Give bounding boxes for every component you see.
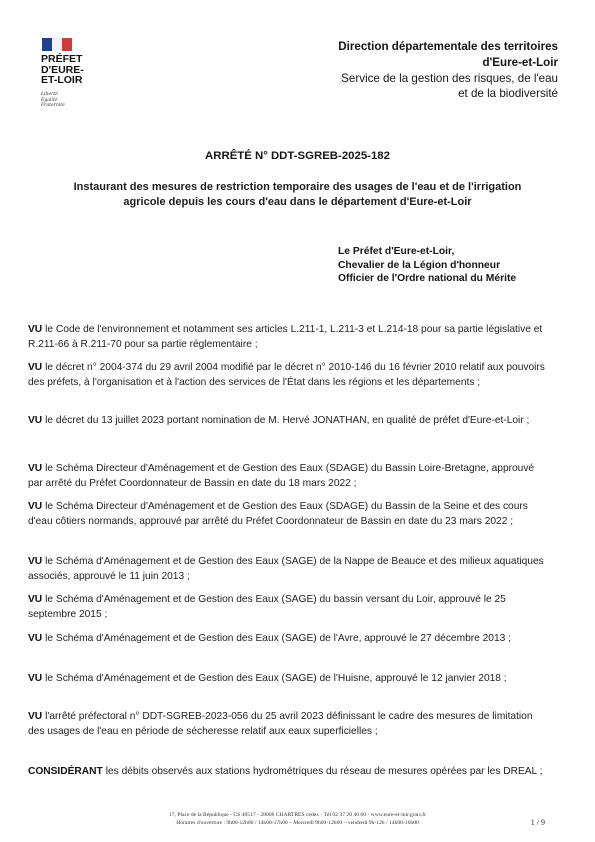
motto-line: Liberté — [41, 92, 58, 97]
paragraph-text: le Schéma d'Aménagement et de Gestion des Eaux (SAGE) du bassin versant du Loir, approuvé le 25 septembre 2015 ; — [28, 594, 506, 620]
paragraph-lead: VU — [28, 633, 43, 644]
prefect-titles — [338, 245, 516, 286]
subject-line: agricole depuis les cours d'eau dans le département d'Eure-et-Loir — [123, 195, 472, 208]
prefet-line: D'EURE- — [41, 63, 84, 76]
issuing-service — [338, 39, 558, 102]
paragraph-text: le Schéma Directeur d'Aménagement et de Gestion des Eaux (SDAGE) du Bassin Loire-Bretagne, approuvé par arrêté du Préfet Coordonnateur de Bassin en date du 18 mars 2022 ; — [28, 463, 535, 489]
paragraph-lead: VU — [28, 711, 43, 722]
paragraph-lead: VU — [28, 556, 43, 567]
arrete-subject — [20, 180, 575, 210]
visa-paragraph — [28, 361, 551, 391]
motto-line: Égalité — [41, 97, 58, 103]
considerant-paragraph — [28, 765, 551, 780]
prefect-name: Le Préfet d'Eure-et-Loir, — [338, 246, 455, 257]
footer-hours: Horaires d'ouverture : 9h00-12h00 / 14h00-17h00 – Mercredi 9h00-12h00 – vendredi 9h-12h / 14h00-16h00 — [176, 820, 419, 826]
paragraph-text: le Schéma d'Aménagement et de Gestion des Eaux (SAGE) de la Nappe de Beauce et des milieux aquatiques associés, approuvé le 11 juin 2013 ; — [28, 556, 544, 582]
paragraph-text: le Schéma d'Aménagement et de Gestion des Eaux (SAGE) de l'Avre, approuvé le 27 décembre 2013 ; — [45, 633, 511, 644]
paragraph-text: les débits observés aux stations hydrométriques du réseau de mesures opérées par les DREAL ; — [105, 766, 543, 777]
service-name: Service de la gestion des risques, de l'eau — [341, 71, 558, 85]
paragraph-lead: VU — [28, 415, 43, 426]
visa-paragraph — [28, 593, 551, 623]
paragraph-text: l'arrêté préfectoral n° DDT-SGREB-2023-056 du 25 avril 2023 définissant le cadre des mesures de limitation des usages de l'eau en période de sécheresse relatif aux eaux superficielles ; — [28, 711, 533, 737]
visa-paragraph — [28, 462, 551, 492]
paragraph-lead: VU — [28, 501, 43, 512]
republic-motto — [41, 92, 65, 109]
service-name-cont: et de la biodiversité — [458, 87, 558, 101]
republic-flag-icon — [42, 38, 72, 51]
prefect-honor: Officier de l'Ordre national du Mérite — [338, 273, 517, 285]
visa-paragraph — [28, 555, 551, 585]
direction-name: Direction départementale des territoires — [338, 40, 558, 53]
arrete-number: ARRÊTÉ N° DDT-SGREB-2025-182 — [205, 150, 390, 162]
paragraph-lead: VU — [28, 673, 43, 684]
visa-paragraph — [28, 500, 551, 530]
prefet-line: PRÉFET — [41, 53, 83, 65]
motto-line: Fraternité — [41, 103, 65, 109]
paragraph-text: le Schéma d'Aménagement et de Gestion des Eaux (SAGE) de l'Huisne, approuvé le 12 janvier 2018 ; — [45, 673, 507, 684]
paragraph-lead: VU — [28, 463, 43, 474]
subject-line: Instaurant des mesures de restriction temporaire des usages de l'eau et de l'irrigation — [73, 181, 522, 193]
prefect-honor: Chevalier de la Légion d'honneur — [338, 259, 501, 271]
direction-department: d'Eure-et-Loir — [482, 55, 558, 69]
prefet-logo-text — [41, 54, 101, 86]
paragraph-text: le décret n° 2004-374 du 29 avril 2004 modifié par le décret n° 2010-146 du 16 février 2010 relatif aux pouvoirs des préfets, à l'organisation et à l'action des services de l'État dans les régions et les départements ; — [28, 362, 545, 388]
paragraph-lead: VU — [28, 362, 43, 373]
visa-paragraph — [28, 632, 551, 647]
visa-paragraph — [28, 323, 551, 353]
paragraph-lead: VU — [28, 324, 43, 335]
footer-address: 17, Place de la République - CS 40517 - 28008 CHARTRES cedex · Tél 02 37 20 40 60 · www.eure-et-loir.gouv.fr — [168, 812, 427, 818]
visa-paragraph — [28, 414, 551, 429]
paragraph-lead: CONSIDÉRANT — [28, 766, 103, 777]
paragraph-text: le décret du 13 juillet 2023 portant nomination de M. Hervé JONATHAN, en qualité de préfet d'Eure-et-Loir ; — [45, 415, 530, 426]
page-number: 1 / 9 — [530, 818, 545, 827]
paragraph-text: le Code de l'environnement et notamment ses articles L.211-1, L.211-3 et L.214-18 pour sa partie législative et R.211-66 à R.211-70 pour sa partie réglementaire ; — [28, 324, 543, 350]
paragraph-text: le Schéma Directeur d'Aménagement et de Gestion des Eaux (SDAGE) du Bassin de la Seine et des cours d'eau côtiers normands, approuvé par arrêté du Préfet Coordonnateur de Bassin en date du 23 mars 2022 ; — [28, 501, 528, 527]
prefet-line: ET-LOIR — [41, 74, 83, 86]
visa-paragraph — [28, 710, 551, 740]
page-footer — [0, 811, 595, 827]
visa-paragraph — [28, 672, 551, 687]
paragraph-lead: VU — [28, 594, 43, 605]
